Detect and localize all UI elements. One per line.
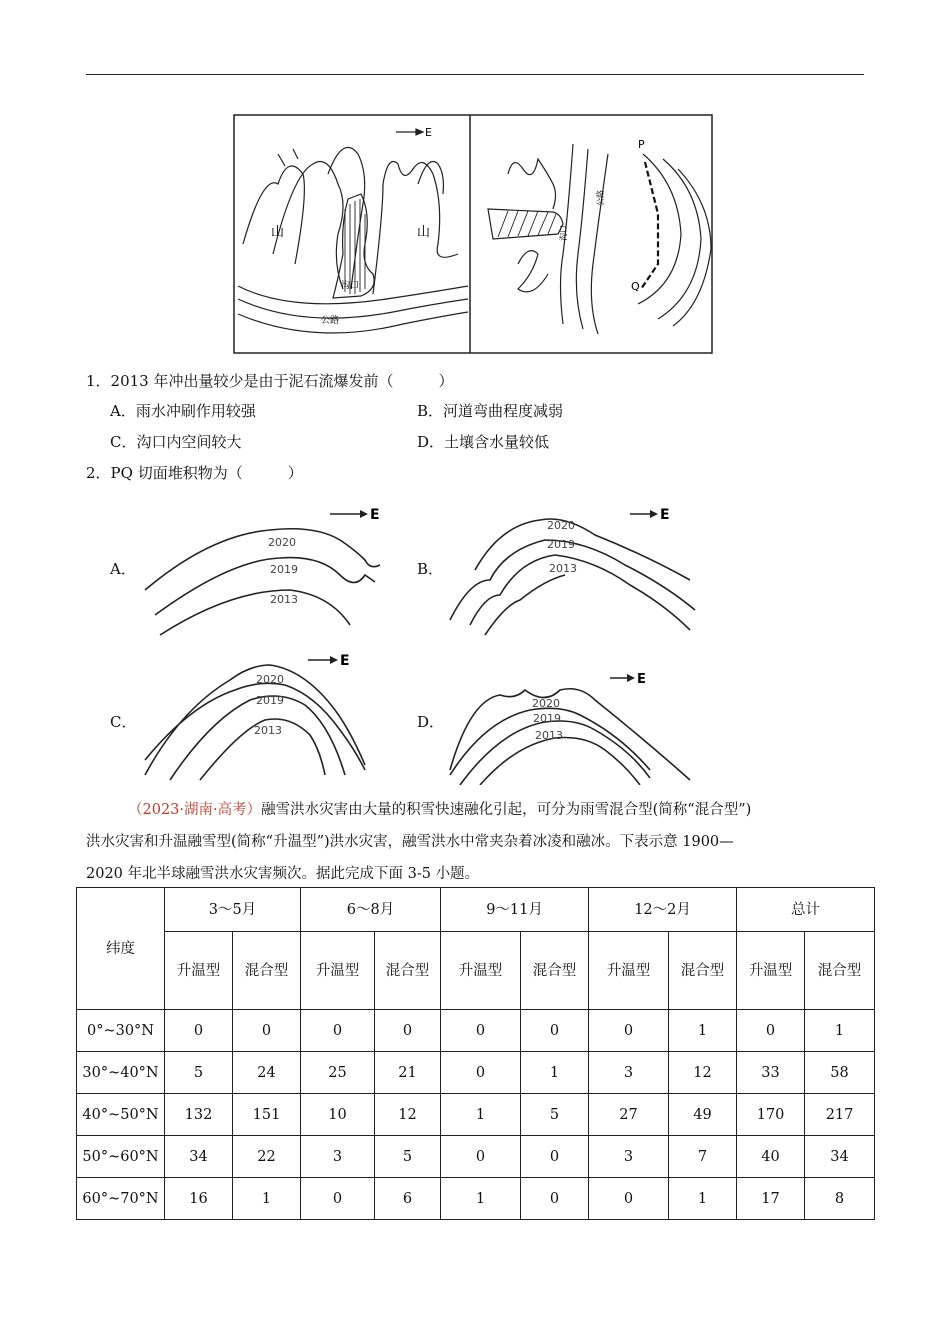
- cell: 49: [669, 1094, 737, 1136]
- table-row: [77, 1094, 875, 1136]
- question-1-option-a: A．雨水冲刷作用较强: [110, 402, 256, 420]
- cell: 1: [669, 1178, 737, 1220]
- subheader: 混合型: [669, 932, 737, 1010]
- cell: 1: [233, 1178, 301, 1220]
- passage-source: （2023·湖南·高考）: [128, 802, 262, 818]
- cell: 7: [669, 1136, 737, 1178]
- passage-line-2: 洪水灾害和升温融雪型(简称“升温型”)洪水灾害，融雪洪水中常夹杂着冰凌和融冰。下表示意 1900—: [86, 834, 734, 850]
- table-row: [77, 1178, 875, 1220]
- cell: 1: [521, 1052, 589, 1094]
- subheader: 混合型: [375, 932, 441, 1010]
- cell: 170: [737, 1094, 805, 1136]
- question-2-option-c-label: C．: [110, 713, 137, 731]
- cell: 0: [521, 1136, 589, 1178]
- period-header-sep-nov: 9～11月: [441, 888, 589, 932]
- question-2-option-d-label: D．: [417, 713, 445, 731]
- cell: 5: [521, 1094, 589, 1136]
- question-2-option-b-label: B．: [417, 560, 444, 578]
- cell: 8: [805, 1178, 875, 1220]
- cell: 25: [301, 1052, 375, 1094]
- q-label: Q: [631, 280, 640, 293]
- option-b-2013: 2013: [549, 562, 577, 575]
- snowmelt-flood-table: [76, 887, 875, 1220]
- cell: 40: [737, 1136, 805, 1178]
- cell: 0: [375, 1010, 441, 1052]
- option-a-2020: 2020: [268, 536, 296, 549]
- cell: 34: [165, 1136, 233, 1178]
- option-b-2020: 2020: [547, 519, 575, 532]
- cell: 0: [589, 1178, 669, 1220]
- cell: 1: [441, 1178, 521, 1220]
- passage: [86, 794, 876, 890]
- option-c-2019: 2019: [256, 694, 284, 707]
- mountain-label-left: 山: [271, 225, 285, 240]
- cell: 1: [805, 1010, 875, 1052]
- table-row: [77, 1136, 875, 1178]
- cell: 0: [521, 1178, 589, 1220]
- subheader: 升温型: [301, 932, 375, 1010]
- cell: 3: [589, 1136, 669, 1178]
- option-a-2019: 2019: [270, 563, 298, 576]
- option-c-profile-figure: [140, 650, 400, 785]
- table-row: [77, 1010, 875, 1052]
- cell: 24: [233, 1052, 301, 1094]
- option-c-2020: 2020: [256, 673, 284, 686]
- subheader: 混合型: [805, 932, 875, 1010]
- subheader: 升温型: [441, 932, 521, 1010]
- cell: 1: [669, 1010, 737, 1052]
- question-1-option-c: C．沟口内空间较大: [110, 433, 242, 451]
- option-b-profile-figure: [445, 500, 705, 640]
- question-2-option-a-label: A．: [110, 560, 136, 578]
- cell: 3: [301, 1136, 375, 1178]
- cell: 1: [441, 1094, 521, 1136]
- cell: 6: [375, 1178, 441, 1220]
- option-b-east: E: [660, 507, 670, 523]
- passage-line-1: [86, 794, 876, 826]
- period-header-jun-aug: 6～8月: [301, 888, 441, 932]
- row-latitude: 0°~30°N: [77, 1010, 165, 1052]
- row-latitude: 30°~40°N: [77, 1052, 165, 1094]
- cell: 22: [233, 1136, 301, 1178]
- cell: 0: [301, 1178, 375, 1220]
- question-2-stem: 2．PQ 切面堆积物为（ ）: [86, 464, 303, 482]
- east-label: E: [425, 126, 432, 139]
- option-d-2019: 2019: [533, 712, 561, 725]
- subheader: 升温型: [165, 932, 233, 1010]
- debris-flow-sketch-figure: [233, 114, 713, 354]
- row-latitude: 50°~60°N: [77, 1136, 165, 1178]
- option-d-2020: 2020: [532, 697, 560, 710]
- cell: 33: [737, 1052, 805, 1094]
- cell: 34: [805, 1136, 875, 1178]
- row-latitude: 40°~50°N: [77, 1094, 165, 1136]
- option-a-east: E: [370, 507, 380, 523]
- cell: 132: [165, 1094, 233, 1136]
- right-gully-label: 沟口: [559, 225, 568, 241]
- road-label: 公路: [321, 316, 340, 326]
- cell: 0: [441, 1052, 521, 1094]
- option-d-east: E: [637, 672, 646, 687]
- question-1-option-b: B．河道弯曲程度减弱: [417, 402, 564, 420]
- option-b-2019: 2019: [547, 538, 575, 551]
- option-c-2013: 2013: [254, 724, 282, 737]
- cell: 217: [805, 1094, 875, 1136]
- cell: 0: [165, 1010, 233, 1052]
- period-header-total: 总计: [737, 888, 875, 932]
- subheader: 升温型: [737, 932, 805, 1010]
- passage-line-3: 2020 年北半球融雪洪水灾害频次。据此完成下面 3-5 小题。: [86, 866, 480, 882]
- subheader: 升温型: [589, 932, 669, 1010]
- cell: 58: [805, 1052, 875, 1094]
- cell: 17: [737, 1178, 805, 1220]
- right-road-label: 公路: [596, 190, 605, 206]
- p-label: P: [638, 138, 645, 151]
- subheader: 混合型: [233, 932, 301, 1010]
- passage-line-1-text: 融雪洪水灾害由大量的积雪快速融化引起，可分为雨雪混合型(简称“混合型”): [261, 802, 752, 818]
- cell: 10: [301, 1094, 375, 1136]
- option-d-profile-figure: [445, 660, 705, 785]
- cell: 12: [375, 1094, 441, 1136]
- gully-mouth-label: 沟口: [341, 281, 360, 291]
- table-row: [77, 1052, 875, 1094]
- question-1-stem: 1．2013 年冲出量较少是由于泥石流爆发前（ ）: [86, 372, 454, 390]
- cell: 27: [589, 1094, 669, 1136]
- row-latitude: 60°~70°N: [77, 1178, 165, 1220]
- cell: 0: [737, 1010, 805, 1052]
- cell: 16: [165, 1178, 233, 1220]
- question-1-option-d: D．土壤含水量较低: [417, 433, 550, 451]
- cell: 0: [441, 1136, 521, 1178]
- cell: 5: [375, 1136, 441, 1178]
- cell: 0: [589, 1010, 669, 1052]
- cell: 0: [441, 1010, 521, 1052]
- cell: 3: [589, 1052, 669, 1094]
- cell: 0: [521, 1010, 589, 1052]
- latitude-header: 纬度: [77, 888, 165, 1010]
- option-a-2013: 2013: [270, 593, 298, 606]
- option-a-profile-figure: [140, 500, 400, 640]
- period-header-dec-feb: 12～2月: [589, 888, 737, 932]
- option-d-2013: 2013: [535, 729, 563, 742]
- cell: 12: [669, 1052, 737, 1094]
- cell: 151: [233, 1094, 301, 1136]
- subheader: 混合型: [521, 932, 589, 1010]
- mountain-label-right: 山: [417, 225, 431, 240]
- option-c-east: E: [340, 653, 350, 669]
- cell: 0: [301, 1010, 375, 1052]
- cell: 5: [165, 1052, 233, 1094]
- cell: 21: [375, 1052, 441, 1094]
- cell: 0: [233, 1010, 301, 1052]
- header-rule: [86, 74, 864, 75]
- period-header-mar-may: 3～5月: [165, 888, 301, 932]
